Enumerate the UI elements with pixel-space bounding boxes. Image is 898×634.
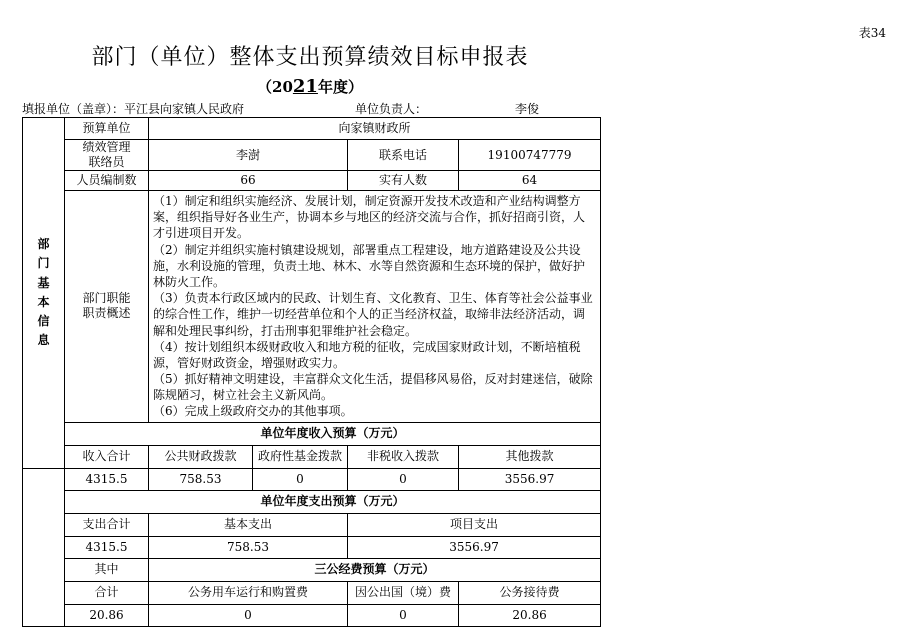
section-label-text: 部门基本信息 — [37, 237, 50, 348]
duty-item: （4）按计划组织本级财政收入和地方税的征收，完成国家财政计划，不断培植税源，管好财政资金，增强财政实力。 — [153, 339, 581, 370]
three-public-value: 20.86 — [459, 604, 601, 626]
duty-label — [65, 191, 149, 423]
duty-label-line-2: 职责概述 — [82, 306, 131, 321]
table-row — [23, 191, 601, 423]
expense-value: 3556.97 — [348, 536, 601, 558]
income-label: 政府性基金拨款 — [253, 445, 348, 468]
expense-value: 758.53 — [149, 536, 348, 558]
three-public-row-label: 其中 — [65, 558, 149, 581]
year-line — [230, 76, 390, 97]
contact-label-line-1: 绩效管理 — [82, 140, 131, 154]
income-label: 其他拨款 — [459, 445, 601, 468]
section-continuation — [23, 513, 65, 536]
section-continuation — [23, 490, 65, 513]
three-public-label: 合计 — [65, 581, 149, 604]
year-suffix: 年度） — [317, 78, 363, 96]
table-row — [23, 422, 601, 445]
expense-label: 基本支出 — [149, 513, 348, 536]
income-header: 单位年度收入预算（万元） — [65, 422, 601, 445]
duty-item: （3）负责本行政区域内的民政、计划生育、文化教育、卫生、体育等社会公益事业的综合性工作，维护一切经营单位和个人的正当经济权益，取缔非法经济活动，调解和处理民事纠纷，打击刑事犯罪维护社会稳定。 — [153, 291, 593, 338]
staff-quota-value: 66 — [149, 171, 348, 191]
year-prefix: （20 — [257, 78, 293, 96]
filler-label: 填报单位（盖章）： — [22, 102, 125, 116]
page-title: 部门（单位）整体支出预算绩效目标申报表 — [91, 45, 529, 70]
filler-value: 平江县向家镇人民政府 — [124, 102, 245, 116]
section-continuation — [23, 536, 65, 558]
expense-label: 项目支出 — [348, 513, 601, 536]
table-row — [23, 171, 601, 191]
contact-label — [65, 140, 149, 171]
income-value: 3556.97 — [459, 468, 601, 490]
table-row — [23, 445, 601, 468]
table-row — [23, 604, 601, 626]
income-label: 非税收入拨款 — [348, 445, 459, 468]
three-public-header: 三公经费预算（万元） — [149, 558, 601, 581]
section-continuation — [23, 468, 65, 490]
filler-unit — [22, 100, 244, 117]
section-label — [23, 118, 65, 469]
budget-unit-value: 向家镇财政所 — [149, 118, 601, 140]
responsible-label: 单位负责人： — [355, 102, 428, 116]
staff-actual-label: 实有人数 — [348, 171, 459, 191]
staff-quota-label: 人员编制数 — [65, 171, 149, 191]
year-digits: 21 — [292, 76, 318, 97]
section-continuation — [23, 558, 65, 581]
table-row — [23, 490, 601, 513]
table-row — [23, 581, 601, 604]
table-row — [23, 558, 601, 581]
duty-item: （5）抓好精神文明建设，丰富群众文化生活，提倡移风易俗，反对封建迷信，破除陈规陋习，树立社会主义新风尚。 — [153, 372, 593, 403]
table-row — [23, 468, 601, 490]
three-public-value: 0 — [348, 604, 459, 626]
three-public-label: 因公出国（境）费 — [348, 581, 459, 604]
duty-description — [149, 191, 601, 423]
budget-unit-label: 预算单位 — [65, 118, 149, 140]
table-row — [23, 513, 601, 536]
section-continuation — [23, 604, 65, 626]
duty-item: （2）制定并组织实施村镇建设规划，部署重点工程建设，地方道路建设及公共设施，水利设施的管理，负责土地、林木、水等自然资源和生态环境的保护，做好护林防火工作。 — [153, 242, 586, 289]
three-public-value: 0 — [149, 604, 348, 626]
phone-value: 19100747779 — [459, 140, 601, 171]
duty-item: （1）制定和组织实施经济、发展计划，制定资源开发技术改造和产业结构调整方案，组织指导好各业生产，协调本乡与地区的经济交流与合作，抓好招商引资，人才引进项目开发。 — [153, 194, 586, 241]
income-value: 758.53 — [149, 468, 253, 490]
three-public-label: 公务接待费 — [459, 581, 601, 604]
income-value: 0 — [253, 468, 348, 490]
form-code: 表34 — [858, 26, 886, 40]
table-row — [23, 140, 601, 171]
contact-value: 李澍 — [149, 140, 348, 171]
staff-actual-value: 64 — [459, 171, 601, 191]
three-public-value: 20.86 — [65, 604, 149, 626]
income-value: 0 — [348, 468, 459, 490]
section-continuation — [23, 581, 65, 604]
income-label: 收入合计 — [65, 445, 149, 468]
table-row — [23, 536, 601, 558]
phone-label: 联系电话 — [348, 140, 459, 171]
expense-value: 4315.5 — [65, 536, 149, 558]
table-row — [23, 118, 601, 140]
contact-label-line-2: 联络员 — [88, 155, 125, 169]
expense-label: 支出合计 — [65, 513, 149, 536]
performance-form-table — [22, 117, 601, 627]
duty-label-line-1: 部门职能 — [82, 291, 131, 306]
three-public-label: 公务用车运行和购置费 — [149, 581, 348, 604]
income-value: 4315.5 — [65, 468, 149, 490]
duty-item: （6）完成上级政府交办的其他事项。 — [153, 404, 353, 419]
income-label: 公共财政拨款 — [149, 445, 253, 468]
responsible-value: 李俊 — [515, 102, 540, 116]
expense-header: 单位年度支出预算（万元） — [65, 490, 601, 513]
